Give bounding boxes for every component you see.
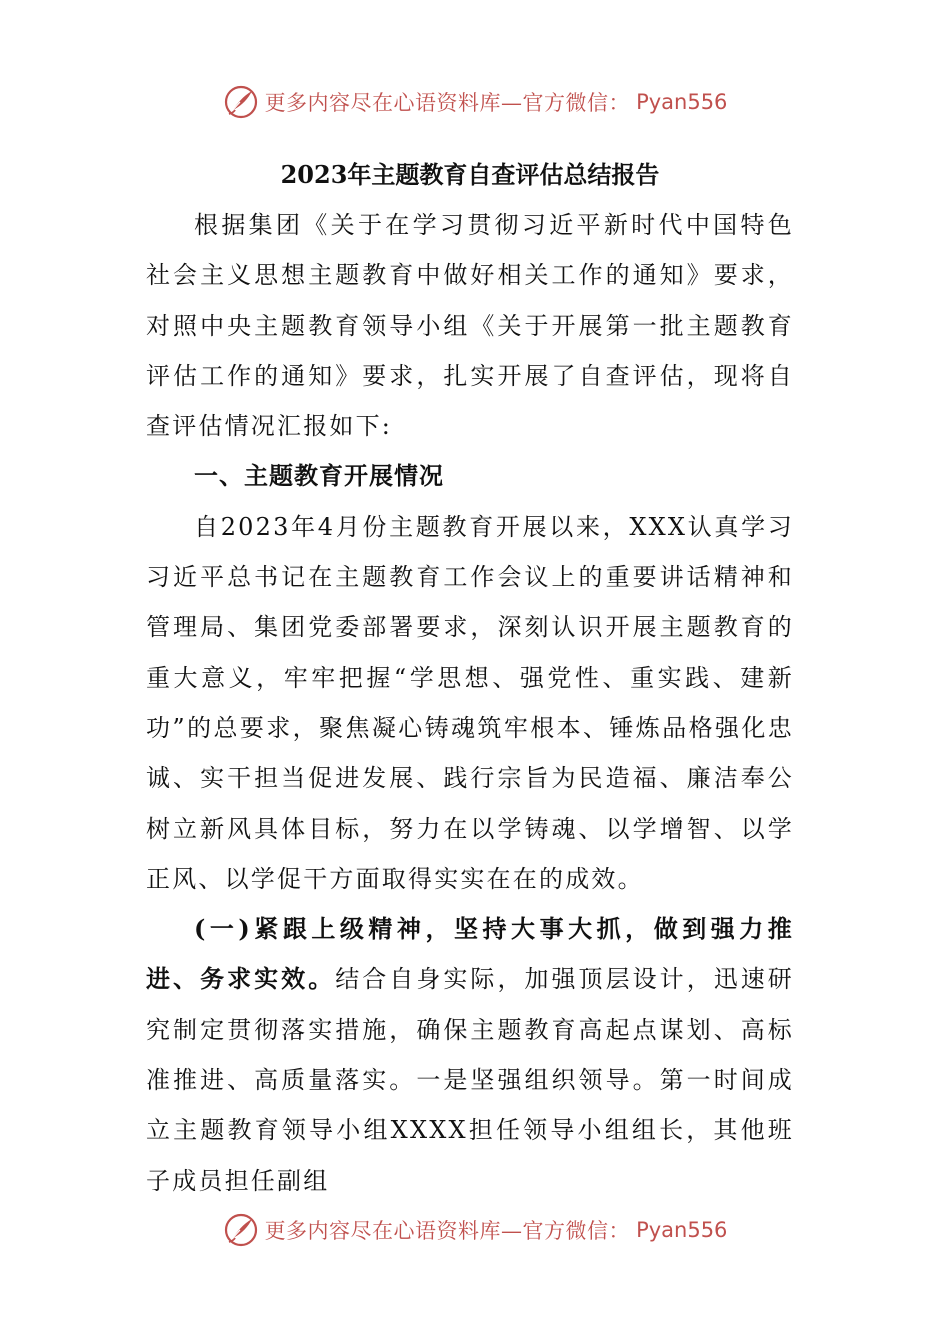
header-watermark-banner: [0, 80, 950, 124]
quill-pen-logo-icon: [223, 1212, 259, 1248]
banner-text: 更多内容尽在心语资料库—官方微信：: [264, 91, 631, 115]
intro-paragraph: 根据集团《关于在学习贯彻习近平新时代中国特色社会主义思想主题教育中做好相关工作的通知》要求，对照中央主题教育领导小组《关于开展第一批主题教育评估工作的通知》要求，扎实开展了自查评估，现将自查评估情况汇报如下:: [146, 211, 794, 441]
subsection-1-lead: (一)紧跟上级精神，坚持大事大抓，做到强力推进、务求实效。: [146, 914, 794, 994]
subsection-1-paragraph: [146, 904, 794, 1206]
document-title: 2023年主题教育自查评估总结报告: [280, 160, 660, 189]
section-heading-1: 一、主题教育开展情况: [194, 461, 444, 491]
banner-text: 更多内容尽在心语资料库—官方微信：: [264, 1219, 631, 1243]
quill-pen-logo-icon: [223, 84, 259, 120]
section-1-paragraph: 自2023年4月份主题教育开展以来，XXX认真学习习近平总书记在主题教育工作会议上的重要讲话精神和管理局、集团党委部署要求，深刻认识开展主题教育的重大意义，牢牢把握“学思想、强党性、重实践、建新功”的总要求，聚焦凝心铸魂筑牢根本、锤炼品格强化忠诚、实干担当促进发展、践行宗旨为民造福、廉洁奉公树立新风具体目标，努力在以学铸魂、以学增智、以学正风、以学促干方面取得实实在在的成效。: [146, 512, 794, 893]
subsection-1-body: 结合自身实际，加强顶层设计，迅速研究制定贯彻落实措施，确保主题教育高起点谋划、高标准推进、高质量落实。一是坚强组织领导。第一时间成立主题教育领导小组XXXX担任领导小组组长，其他班子成员担任副组: [146, 965, 794, 1195]
footer-watermark-banner: [0, 1208, 950, 1252]
banner-wechat-id: Pyan556: [636, 1218, 728, 1242]
document-body: [146, 150, 794, 1206]
banner-wechat-id: Pyan556: [636, 90, 728, 114]
